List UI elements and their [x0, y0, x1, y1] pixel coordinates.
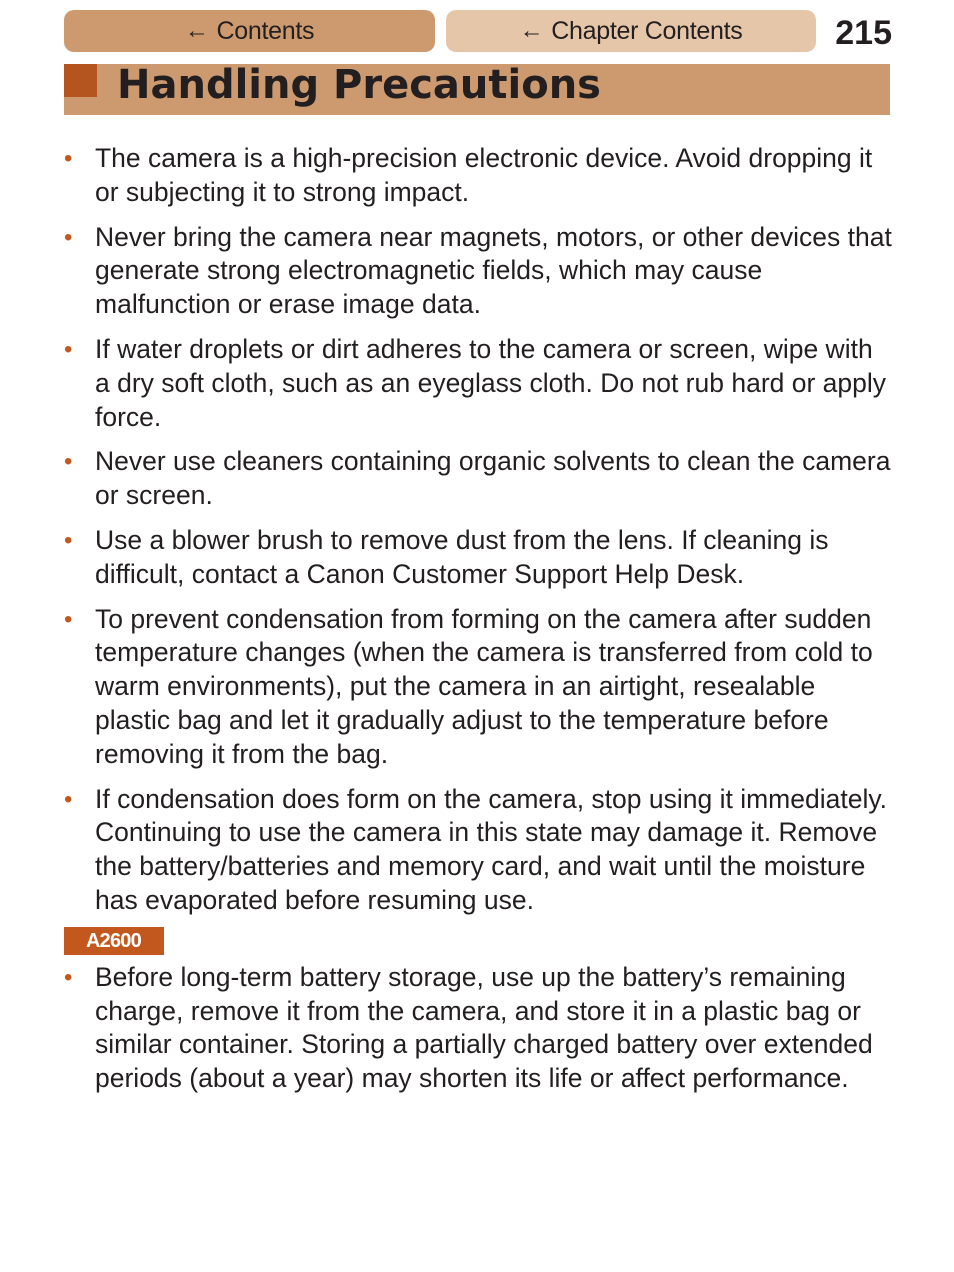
bullet-icon: • — [64, 223, 73, 251]
page-title: Handling Precautions — [117, 62, 601, 108]
left-arrow-icon: ← — [519, 17, 544, 44]
left-arrow-icon: ← — [184, 17, 209, 44]
bullet-icon: • — [64, 963, 73, 991]
list-item — [64, 445, 894, 513]
bullet-icon: • — [64, 785, 73, 813]
list-item-text: To prevent condensation from forming on the camera after sudden temperature changes (when the camera is transferred from cold to warm environments), put the camera in an airtight, resealable plastic bag and let it gradually adjust to the temperature before removing it from the bag. — [95, 603, 873, 769]
list-item — [64, 142, 894, 210]
title-square-icon — [64, 64, 97, 97]
list-item — [64, 221, 894, 322]
list-item-text: If water droplets or dirt adheres to the camera or screen, wipe with a dry soft cloth, such as an eyeglass cloth. Do not rub hard or apply force. — [95, 333, 887, 432]
list-item-text: Use a blower brush to remove dust from the lens. If cleaning is difficult, contact a Canon Customer Support Help Desk. — [95, 524, 829, 589]
list-item — [64, 333, 894, 434]
contents-button-label: Contents — [216, 16, 315, 45]
precautions-list — [64, 142, 894, 1107]
list-item — [64, 524, 894, 592]
contents-button[interactable] — [64, 10, 435, 52]
chapter-contents-button-label: Chapter Contents — [551, 16, 743, 45]
list-item-text: Never use cleaners containing organic solvents to clean the camera or screen. — [95, 446, 891, 511]
list-item-text: The camera is a high-precision electronic device. Avoid dropping it or subjecting it to strong impact. — [95, 143, 873, 207]
list-item — [64, 603, 894, 772]
page-number: 215 — [835, 14, 892, 52]
list-item-text: Never bring the camera near magnets, motors, or other devices that generate strong electromagnetic fields, which may cause malfunction or erase image data. — [95, 221, 892, 320]
chapter-contents-button[interactable] — [446, 10, 816, 52]
list-item — [64, 783, 894, 918]
model-tag-row — [64, 924, 894, 961]
model-tag-badge: A2600 — [64, 927, 164, 955]
bullet-icon: • — [64, 145, 73, 172]
bullet-icon: • — [64, 526, 73, 554]
bullet-icon: • — [64, 605, 73, 633]
bullet-icon: • — [64, 448, 73, 476]
list-item-text: If condensation does form on the camera, stop using it immediately. Continuing to use the camera in this state may damage it. Remove the battery/batteries and memory card, and wait until the moisture has evaporated before resuming use. — [95, 783, 887, 915]
bullet-icon: • — [64, 335, 73, 363]
list-item-text: Before long-term battery storage, use up the battery’s remaining charge, remove it from the camera, and store it in a plastic bag or similar container. Storing a partially charged battery over extended periods (about a year) may shorten its life or affect performance. — [95, 961, 873, 1094]
list-item — [64, 961, 894, 1096]
